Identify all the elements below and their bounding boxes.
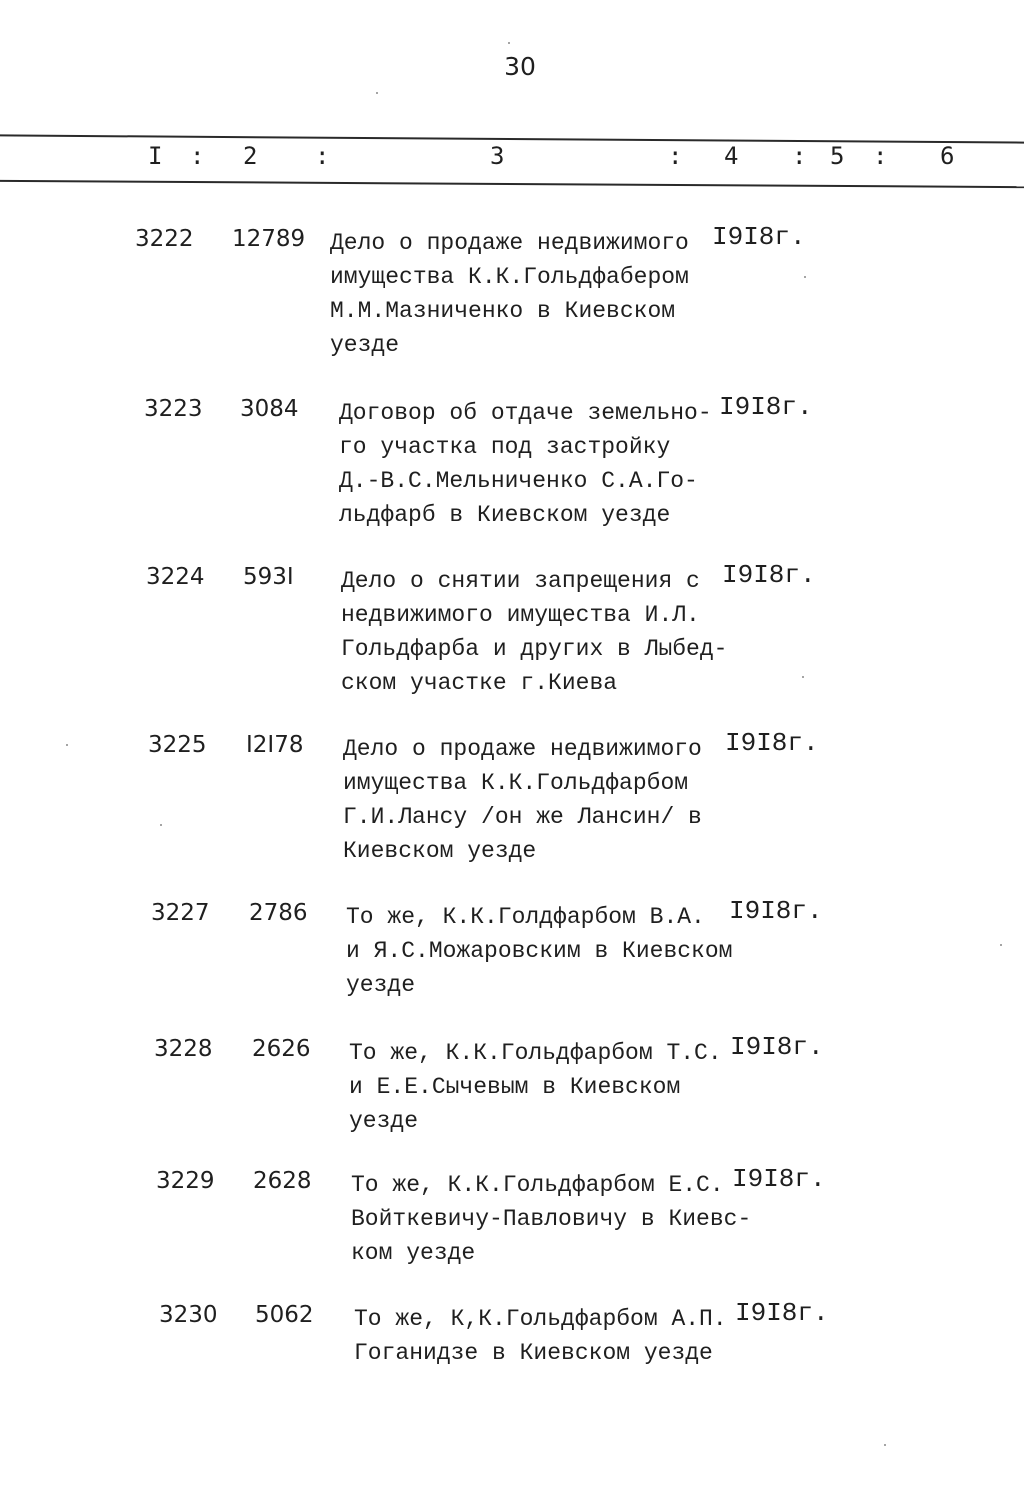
- description-line: Д.-В.С.Мельниченко С.А.Го-: [339, 468, 698, 494]
- entry-year: I9I8г.: [735, 1298, 829, 1328]
- description-line: го участка под застройку: [339, 434, 671, 460]
- description-line: Г.И.Лансу /он же Лансин/ в: [343, 804, 702, 830]
- entry-year: I9I8г.: [722, 560, 816, 590]
- entry-number: 3222: [135, 226, 194, 252]
- entry-description: [349, 1036, 749, 1138]
- column-header-5: 5: [830, 142, 845, 170]
- column-separator: :: [668, 142, 683, 170]
- description-line: То же, К,К.Гольдфарбом А.П.: [354, 1306, 727, 1332]
- entry-inventory-number: 5062: [255, 1302, 314, 1328]
- entry-year: I9I8г.: [730, 1032, 824, 1062]
- entry-year: I9I8г.: [732, 1164, 826, 1194]
- description-line: уезде: [330, 332, 400, 358]
- page-number: 30: [504, 52, 536, 81]
- entry-number: 3228: [154, 1036, 213, 1062]
- column-header-1: I: [148, 142, 163, 170]
- entry-inventory-number: 2628: [253, 1168, 312, 1194]
- column-header-3: 3: [490, 142, 505, 170]
- column-separator: :: [315, 142, 330, 170]
- scan-speck: [66, 744, 68, 746]
- description-line: уезде: [346, 972, 416, 998]
- scan-speck: [160, 824, 162, 826]
- entry-description: [341, 564, 741, 700]
- description-line: Войткевичу-Павловичу в Киевс-: [351, 1206, 752, 1232]
- column-separator: :: [792, 142, 807, 170]
- entry-number: 3224: [146, 564, 205, 590]
- header-bottom-rule: [0, 180, 1024, 188]
- entry-inventory-number: 3084: [240, 396, 299, 422]
- entry-number: 3229: [156, 1168, 215, 1194]
- description-line: имущества К.К.Гольдфарбом: [343, 770, 689, 796]
- column-separator: :: [190, 142, 205, 170]
- scan-speck: [1000, 944, 1002, 946]
- description-line: и Е.Е.Сычевым в Киевском: [349, 1074, 681, 1100]
- column-header-6: 6: [940, 142, 955, 170]
- description-line: недвижимого имущества И.Л.: [341, 602, 700, 628]
- entry-description: [343, 732, 743, 868]
- entry-description: [354, 1302, 754, 1370]
- scan-speck: [508, 42, 510, 44]
- entry-inventory-number: I2I78: [246, 732, 304, 758]
- entry-number: 3230: [159, 1302, 218, 1328]
- entry-description: [339, 396, 739, 532]
- entry-year: I9I8г.: [725, 728, 819, 758]
- column-header-row: [0, 142, 1024, 178]
- entry-inventory-number: 593I: [243, 564, 294, 590]
- column-header-2: 2: [243, 142, 258, 170]
- entry-number: 3227: [151, 900, 210, 926]
- entry-inventory-number: 12789: [232, 226, 306, 252]
- description-line: М.М.Мазниченко в Киевском: [330, 298, 676, 324]
- entry-inventory-number: 2786: [249, 900, 308, 926]
- description-line: уезде: [349, 1108, 419, 1134]
- entry-year: I9I8г.: [712, 222, 806, 252]
- scan-speck: [804, 276, 806, 278]
- entry-description: [346, 900, 746, 1002]
- entry-year: I9I8г.: [729, 896, 823, 926]
- description-line: ском участке г.Киева: [341, 670, 618, 696]
- scan-speck: [802, 676, 804, 678]
- description-line: Дело о снятии запрещения с: [341, 568, 700, 594]
- description-line: То же, К.К.Гольдфарбом Е.С.: [351, 1172, 724, 1198]
- entry-year: I9I8г.: [719, 392, 813, 422]
- description-line: То же, К.К.Гольдфарбом Т.С.: [349, 1040, 722, 1066]
- description-line: Договор об отдаче земельно-: [339, 400, 712, 426]
- entry-number: 3223: [144, 396, 203, 422]
- description-line: Киевском уезде: [343, 838, 537, 864]
- description-line: ком уезде: [351, 1240, 476, 1266]
- entry-number: 3225: [148, 732, 207, 758]
- entry-description: [330, 226, 730, 362]
- entry-inventory-number: 2626: [252, 1036, 311, 1062]
- description-line: То же, К.К.Голдфарбом В.А.: [346, 904, 705, 930]
- description-line: льдфарб в Киевском уезде: [339, 502, 671, 528]
- scan-speck: [884, 1444, 886, 1446]
- entry-description: [351, 1168, 751, 1270]
- description-line: Дело о продаже недвижимого: [343, 736, 702, 762]
- column-header-4: 4: [724, 142, 739, 170]
- description-line: имущества К.К.Гольдфабером: [330, 264, 689, 290]
- column-separator: :: [873, 142, 888, 170]
- description-line: и Я.С.Можаровским в Киевском: [346, 938, 733, 964]
- description-line: Гольдфарба и других в Лыбед-: [341, 636, 728, 662]
- description-line: Гоганидзе в Киевском уезде: [354, 1340, 713, 1366]
- description-line: Дело о продаже недвижимого: [330, 230, 689, 256]
- scan-speck: [376, 92, 378, 94]
